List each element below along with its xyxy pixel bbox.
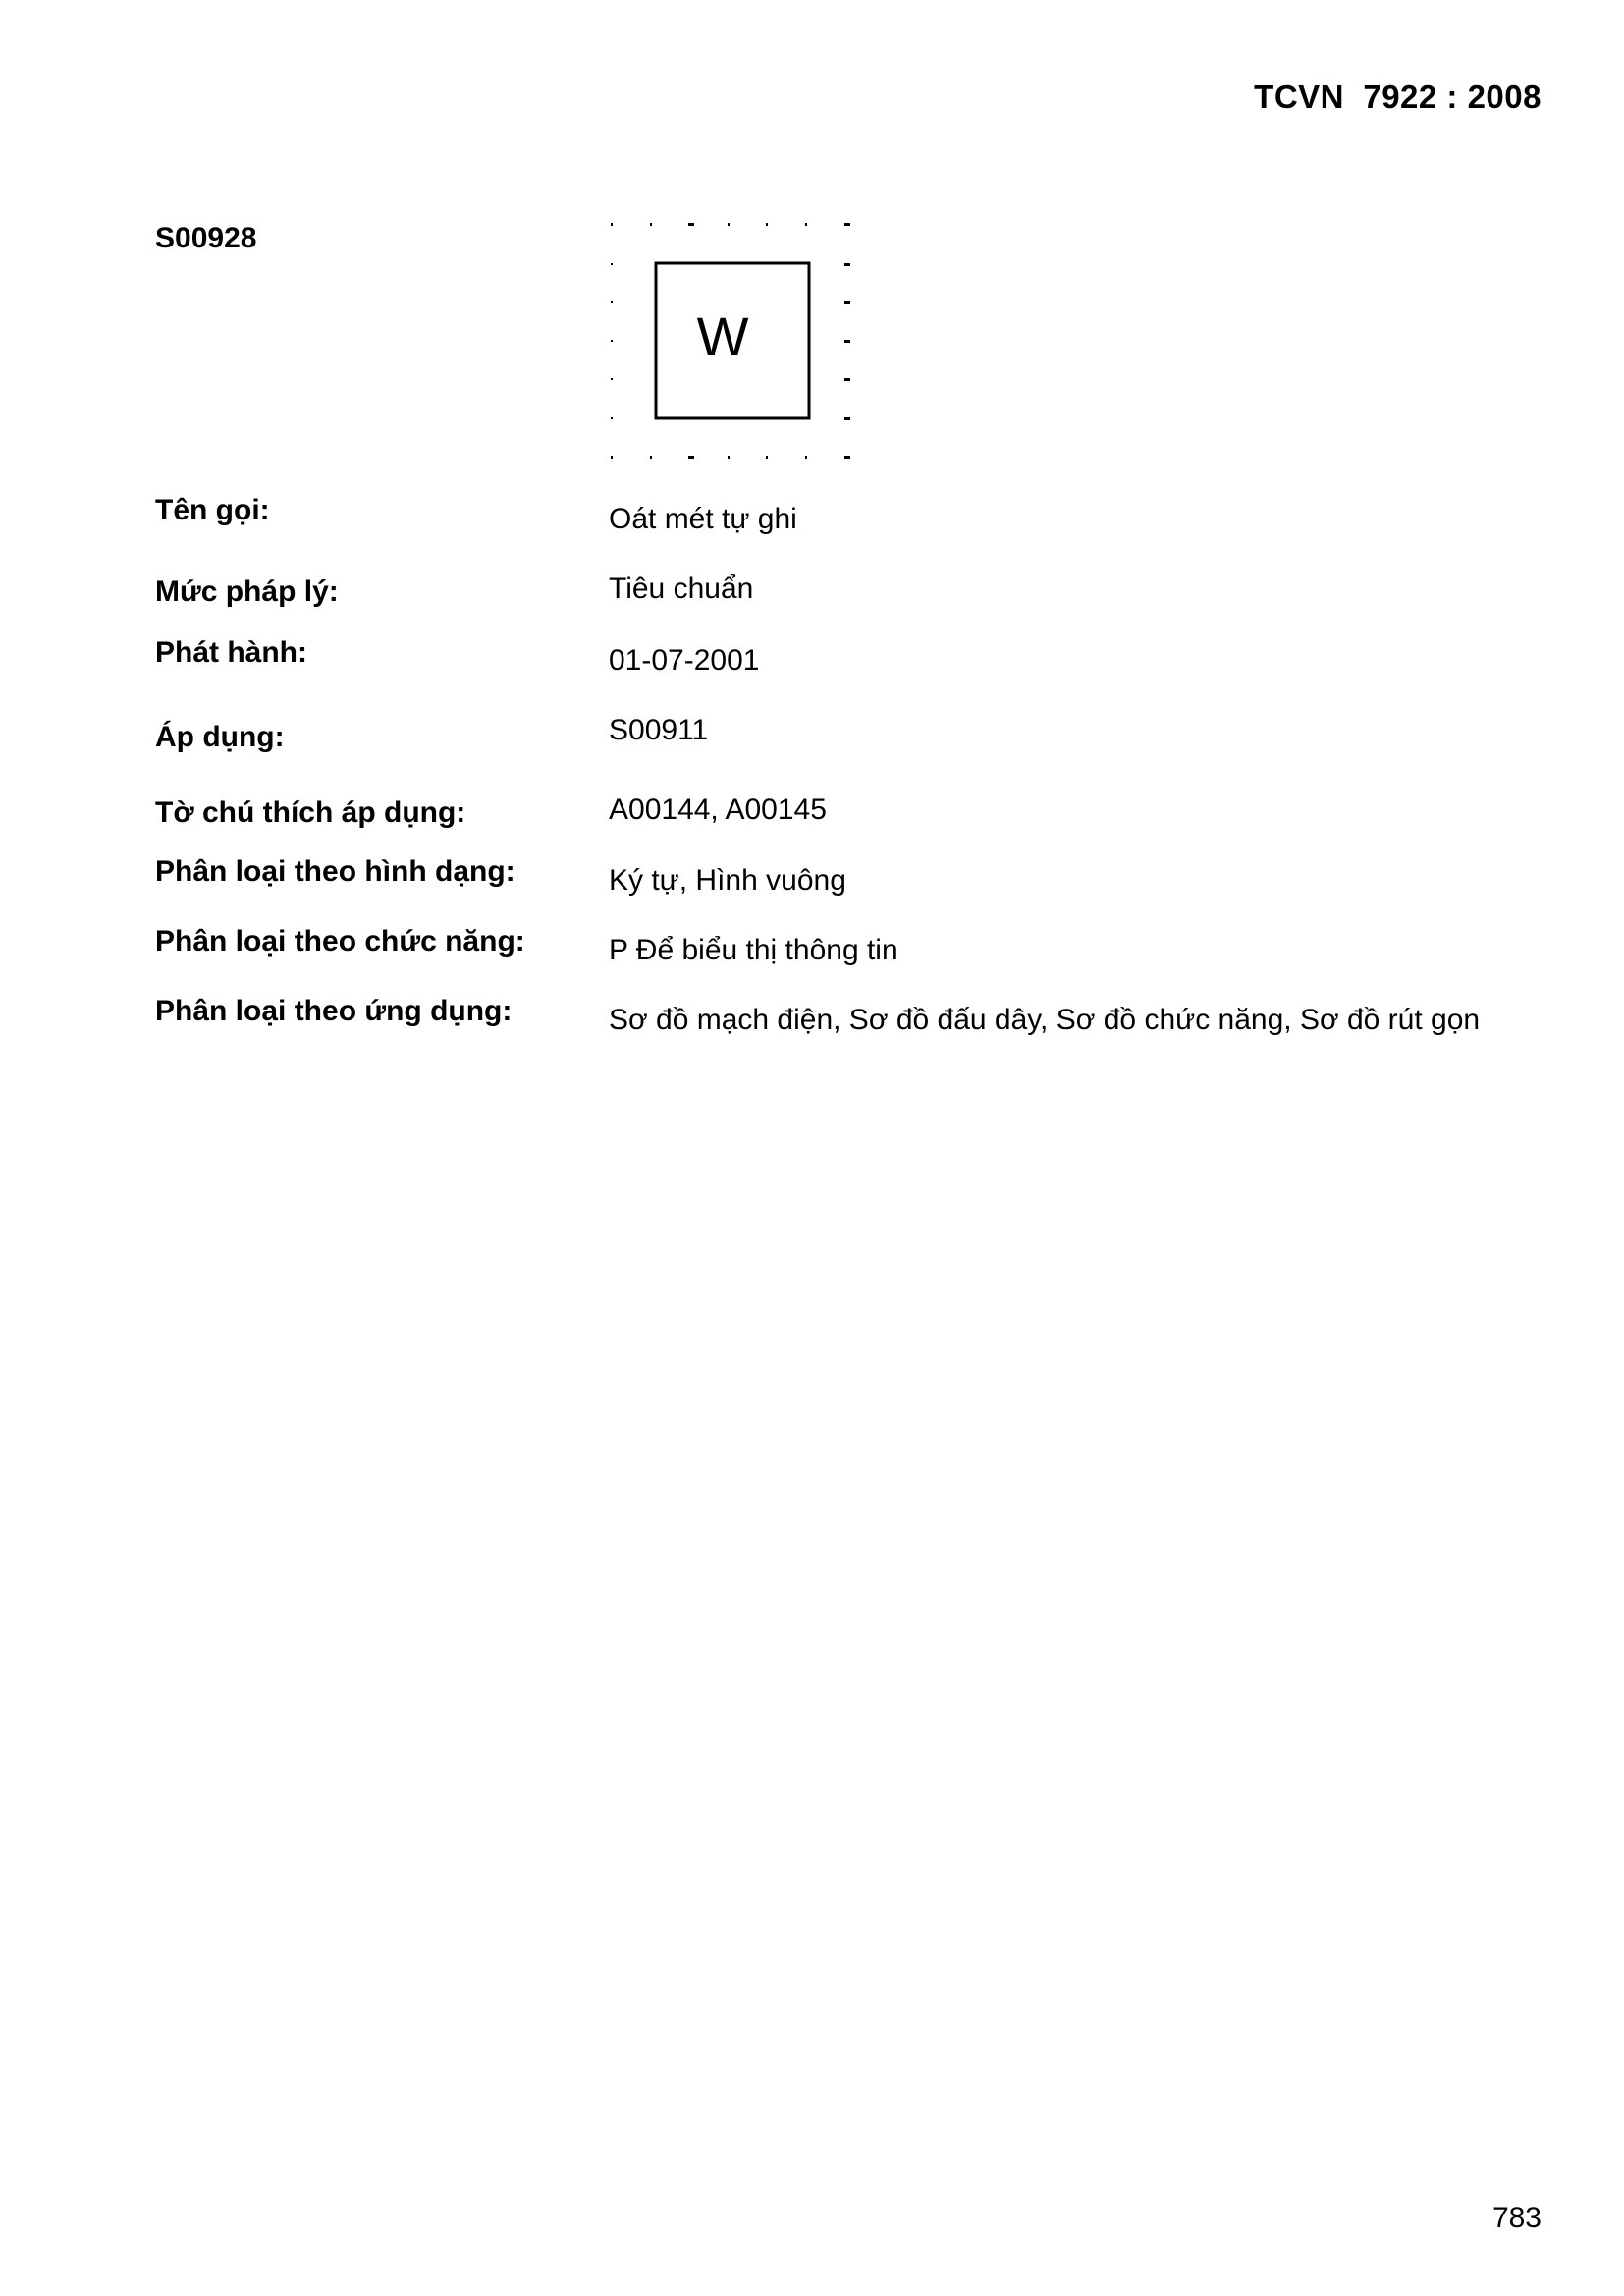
field-value-phat-hanh: 01-07-2001	[609, 644, 760, 677]
field-value-phan-loai-chuc-nang: P Để biểu thị thông tin	[609, 934, 898, 966]
field-label-ap-dung: Áp dụng:	[155, 721, 285, 753]
field-label-phan-loai-hinh-dang: Phân loại theo hình dạng:	[155, 855, 515, 888]
page-number: 783	[1491, 2202, 1542, 2234]
field-value-muc-phap-ly: Tiêu chuẩn	[609, 573, 754, 605]
symbol-code: S00928	[155, 222, 257, 254]
field-label-muc-phap-ly: Mức pháp lý:	[155, 575, 339, 608]
field-value-ap-dung: S00911	[609, 714, 709, 746]
field-label-phat-hanh: Phát hành:	[155, 636, 307, 669]
field-label-ten-goi: Tên gọi:	[155, 494, 270, 526]
field-label-phan-loai-ung-dung: Phân loại theo ứng dụng:	[155, 995, 513, 1027]
standard-code: TCVN 7922 : 2008	[1254, 79, 1542, 115]
symbol-letter: W	[696, 305, 749, 367]
field-label-to-chu-thich: Tờ chú thích áp dụng:	[155, 796, 466, 829]
field-label-phan-loai-chuc-nang: Phân loại theo chức năng:	[155, 925, 525, 957]
field-value-phan-loai-ung-dung: Sơ đồ mạch điện, Sơ đồ đấu dây, Sơ đồ chức năng, Sơ đồ rút gọn	[609, 1004, 1481, 1036]
field-value-ten-goi: Oát mét tự ghi	[609, 503, 797, 535]
wattmeter-symbol-icon	[599, 208, 874, 473]
field-value-phan-loai-hinh-dang: Ký tự, Hình vuông	[609, 864, 846, 897]
field-value-to-chu-thich: A00144, A00145	[609, 793, 827, 826]
